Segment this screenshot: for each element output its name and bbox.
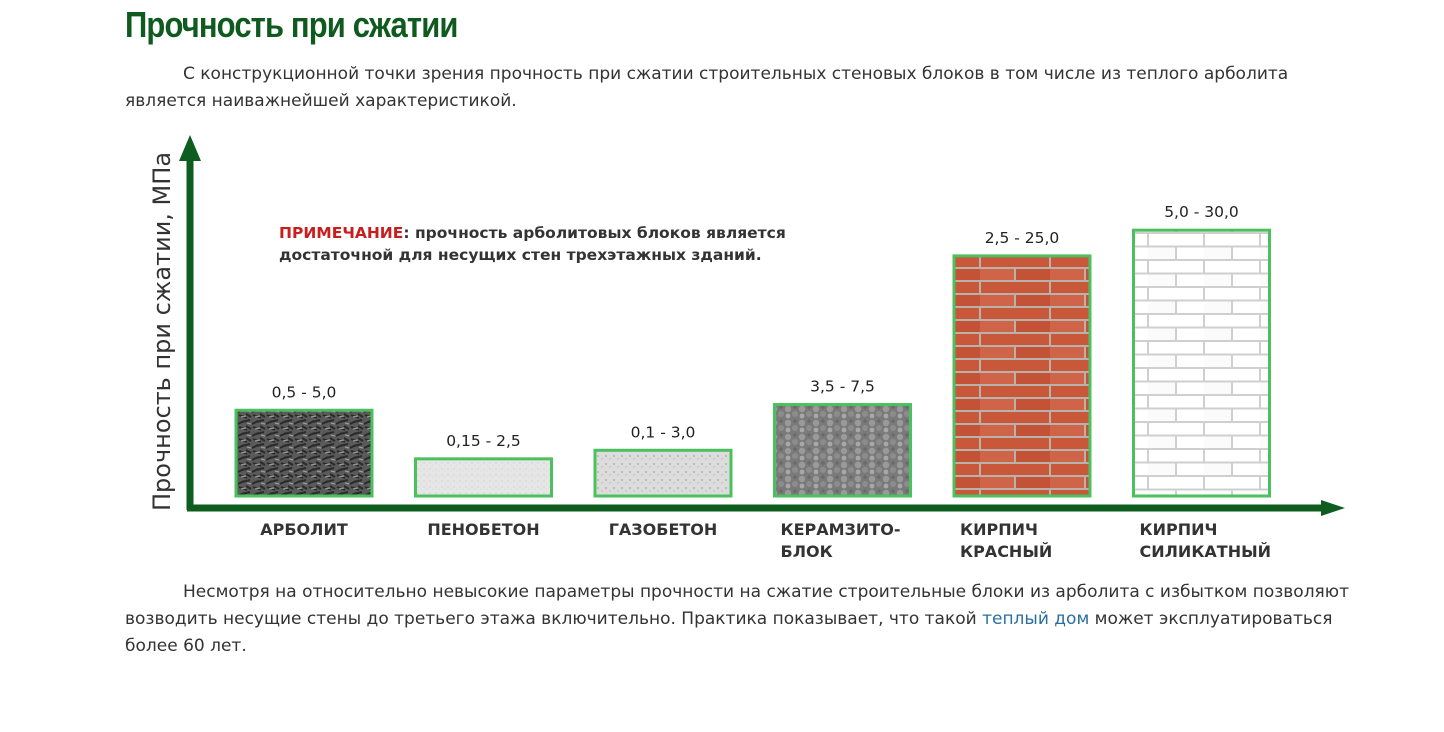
bar-range-label: 2,5 - 25,0 (984, 228, 1060, 247)
bar (595, 450, 731, 496)
category-label: КЕРАМЗИТО- (780, 520, 901, 539)
outro-text-2: может эксплуатироваться более 60 лет. (125, 609, 1333, 656)
chart-note-text: : прочность арболитовых блоков является (403, 224, 786, 242)
outro-text-1: Несмотря на относительно невысокие параметры прочности на сжатие строительные блоки из арболита с избытком позволяют возводить несущие стены до третьего этажа включительно. Практика показывает, что такой (125, 582, 1349, 629)
bar (1134, 230, 1270, 496)
chart-note-label: ПРИМЕЧАНИЕ (279, 224, 404, 242)
category-label: ГАЗОБЕТОН (608, 520, 718, 539)
strength-chart (140, 125, 1360, 570)
intro-paragraph: С конструкционной точки зрения прочность при сжатии строительных стеновых блоков в том числе из теплого арболита является наиважнейшей характеристикой. (125, 64, 1289, 111)
category-label: ПЕНОБЕТОН (427, 520, 540, 539)
warm-house-link[interactable]: теплый дом (982, 609, 1090, 629)
category-label: АРБОЛИТ (260, 520, 348, 539)
bar-range-label: 0,1 - 3,0 (630, 423, 696, 442)
bar-range-label: 3,5 - 7,5 (810, 377, 875, 396)
x-axis-arrow (1321, 500, 1345, 516)
chart-note (279, 224, 786, 242)
strength-chart-svg (140, 125, 1360, 570)
category-label: КРАСНЫЙ (960, 542, 1053, 561)
bar-range-label: 5,0 - 30,0 (1164, 203, 1239, 222)
y-axis-arrow (179, 135, 201, 161)
bar (775, 405, 911, 496)
y-axis-label: Прочность при сжатии, МПа (148, 151, 176, 512)
page-title: Прочность при сжатии (125, 4, 458, 45)
category-label: КИРПИЧ (1139, 520, 1218, 539)
bar (236, 410, 372, 496)
category-label: СИЛИКАТНЫЙ (1139, 542, 1272, 561)
category-label: БЛОК (780, 542, 833, 561)
category-label: КИРПИЧ (960, 520, 1038, 539)
bar-range-label: 0,5 - 5,0 (271, 383, 337, 402)
bar-range-label: 0,15 - 2,5 (446, 431, 521, 450)
bar (416, 459, 552, 496)
chart-note-line2: достаточной для несущих стен трехэтажных зданий. (279, 246, 762, 264)
outro-paragraph (125, 579, 1365, 660)
bar (954, 256, 1090, 496)
